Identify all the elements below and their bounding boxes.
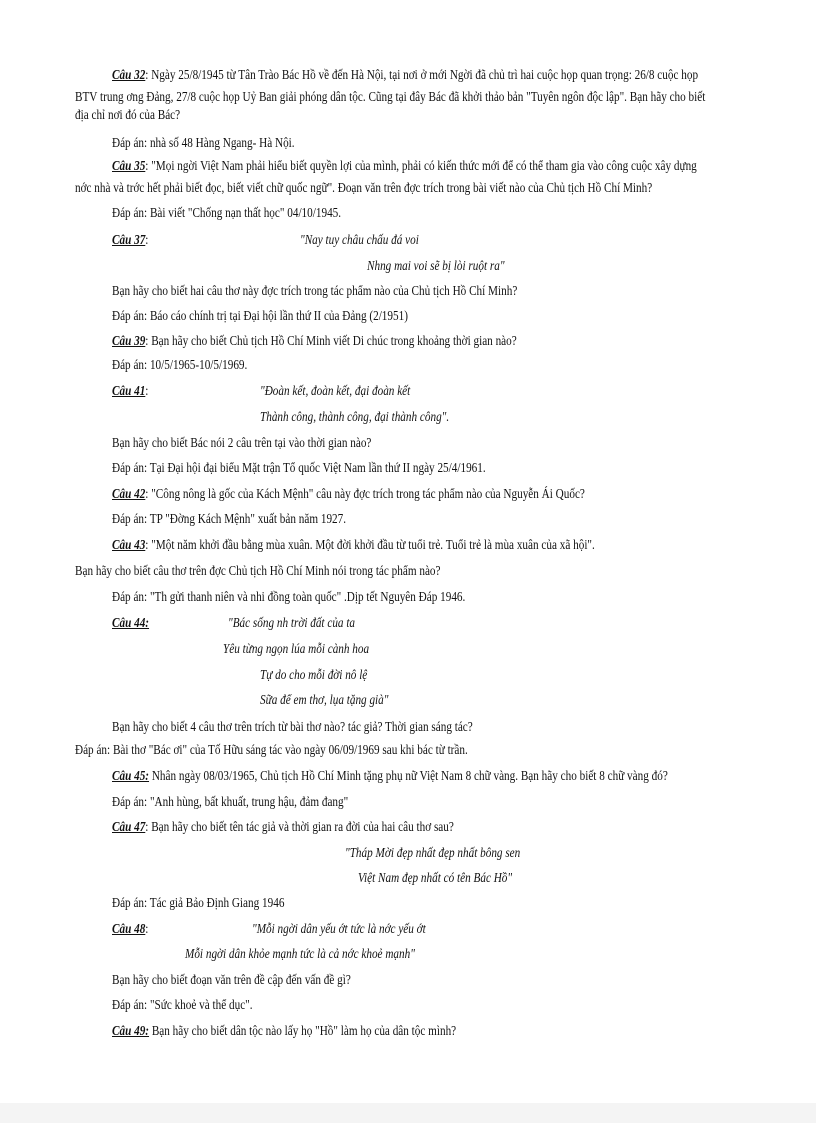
q41-question: Bạn hãy cho biết Bác nói 2 câu trên tại vào thời gian nào? (112, 436, 372, 451)
q37-label: Câu 37 (112, 233, 146, 248)
q35-text-2: nớc nhà và trớc hết phải biết đọc, biết viết chữ quốc ngữ". Đoạn văn trên đợc trích trong bài viết nào của Chủ tịch Hồ Chí Minh? (75, 181, 653, 196)
q49-text: Bạn hãy cho biết dân tộc nào lấy họ "Hồ" làm họ của dân tộc mình? (149, 1024, 457, 1039)
q43-answer: Đáp án: "Th gửi thanh niên và nhi đồng toàn quốc" .Dịp tết Nguyên Đáp 1946. (112, 590, 466, 605)
q41-colon: : (145, 384, 149, 399)
q42-line (112, 487, 585, 503)
q47-label: Câu 47 (112, 820, 146, 835)
q45-label: Câu 45: (112, 769, 150, 784)
q48-question: Bạn hãy cho biết đoạn văn trên đề cập đến vấn đề gì? (112, 973, 351, 988)
q32-text-1: : Ngày 25/8/1945 từ Tân Trào Bác Hồ về đến Hà Nội, tại nơi ở mới Ngời đã chủ trì hai cuộc họp quan trọng: 26/8 cuộc họp (145, 68, 699, 83)
q47-text: : Bạn hãy cho biết tên tác giả và thời gian ra đời của hai câu thơ sau? (145, 820, 454, 835)
q32-line1 (112, 68, 698, 84)
q49-line (112, 1024, 456, 1040)
q44-verse-1: "Bác sống nh trời đất của ta (228, 616, 356, 631)
q35-label: Câu 35 (112, 159, 146, 174)
q32-label: Câu 32 (112, 68, 146, 83)
q48-verse-1: "Mỗi ngời dân yếu ớt tức là nớc yếu ớt (252, 922, 426, 937)
q45-text: Nhân ngày 08/03/1965, Chủ tịch Hồ Chí Minh tặng phụ nữ Việt Nam 8 chữ vàng. Bạn hãy cho biết 8 chữ vàng đó? (149, 769, 668, 784)
q48-answer: Đáp án: "Sức khoẻ và thể dục". (112, 998, 253, 1013)
q42-label: Câu 42 (112, 487, 146, 502)
q32-text-2: BTV trung ơng Đảng, 27/8 cuộc họp Uỷ Ban giải phóng dân tộc. Cũng tại đây Bác đã khởi thảo bản "Tuyên ngôn độc lập". Bạn hãy cho biết (75, 90, 706, 105)
q42-answer: Đáp án: TP "Đờng Kách Mệnh" xuất bản năm 1927. (112, 512, 347, 527)
q44-label: Câu 44: (112, 616, 150, 631)
q44-verse-4: Sữa để em thơ, lụa tặng già" (260, 693, 389, 708)
q43-line1 (112, 538, 595, 554)
q42-text: : "Công nông là gốc của Kách Mệnh" câu này đợc trích trong tác phẩm nào của Nguyễn Ái Quốc? (145, 487, 585, 502)
q39-answer: Đáp án: 10/5/1965-10/5/1969. (112, 358, 248, 373)
q47-line (112, 820, 454, 836)
q41-verse-1: "Đoàn kết, đoàn kết, đại đoàn kết (260, 384, 411, 399)
q49-label: Câu 49: (112, 1024, 150, 1039)
q41-label: Câu 41 (112, 384, 146, 399)
q39-label: Câu 39 (112, 334, 146, 349)
q43-text-1: : "Một năm khởi đầu bằng mùa xuân. Một đời khởi đầu từ tuổi trẻ. Tuổi trẻ là mùa xuân của xã hội". (145, 538, 595, 553)
q39-line (112, 334, 517, 350)
page-bottom-band (0, 1103, 816, 1123)
q45-line (112, 769, 668, 785)
q37-verse-2: Nhng mai voi sẽ bị lòi ruột ra" (367, 259, 505, 274)
q45-answer: Đáp án: "Anh hùng, bất khuất, trung hậu, đảm đang" (112, 795, 349, 810)
q48-line1 (112, 922, 148, 938)
q44-answer: Đáp án: Bài thơ "Bác ơi" của Tố Hữu sáng tác vào ngày 06/09/1969 sau khi bác từ trần. (75, 743, 468, 758)
q43-label: Câu 43 (112, 538, 146, 553)
q44-verse-3: Tự do cho mỗi đời nô lệ (260, 668, 368, 683)
q37-verse-1: "Nay tuy châu chấu đá voi (300, 233, 419, 248)
q44-question: Bạn hãy cho biết 4 câu thơ trên trích từ bài thơ nào? tác giả? Thời gian sáng tác? (112, 720, 473, 735)
q32-text-3: địa chỉ nơi đó của Bác? (75, 108, 181, 123)
q43-text-2: Bạn hãy cho biết câu thơ trên đợc Chủ tịch Hồ Chí Minh nói trong tác phẩm nào? (75, 564, 441, 579)
q47-answer: Đáp án: Tác giả Bảo Định Giang 1946 (112, 896, 285, 911)
q48-verse-2: Mỗi ngời dân khỏe mạnh tức là cả nớc khoẻ mạnh" (185, 947, 415, 962)
q37-colon: : (145, 233, 149, 248)
q37-line1 (112, 233, 148, 249)
q37-question: Bạn hãy cho biết hai câu thơ này đợc trích trong tác phẩm nào của Chủ tịch Hồ Chí Minh? (112, 284, 518, 299)
q44-verse-2: Yêu từng ngọn lúa mỗi cành hoa (223, 642, 370, 657)
q44-line1 (112, 616, 149, 632)
q41-line1 (112, 384, 148, 400)
q35-text-1: : "Mọi ngời Việt Nam phải hiểu biết quyền lợi của mình, phải có kiến thức mới để có thể tham gia vào công cuộc xây dựng (145, 159, 697, 174)
q47-verse-1: "Tháp Mời đẹp nhất đẹp nhất bông sen (345, 846, 521, 861)
q37-answer: Đáp án: Báo cáo chính trị tại Đại hội lần thứ II của Đảng (2/1951) (112, 309, 408, 324)
q48-colon: : (145, 922, 149, 937)
q35-line1 (112, 159, 697, 175)
q32-answer: Đáp án: nhà số 48 Hàng Ngang- Hà Nội. (112, 136, 295, 151)
q39-text: : Bạn hãy cho biết Chủ tịch Hồ Chí Minh viết Di chúc trong khoảng thời gian nào? (145, 334, 517, 349)
q35-answer: Đáp án: Bài viết "Chống nạn thất học" 04/10/1945. (112, 206, 342, 221)
q47-verse-2: Việt Nam đẹp nhất có tên Bác Hồ" (358, 871, 513, 886)
q41-verse-2: Thành công, thành công, đại thành công". (260, 410, 450, 425)
q41-answer: Đáp án: Tại Đại hội đại biểu Mặt trận Tổ quốc Việt Nam lần thứ II ngày 25/4/1961. (112, 461, 486, 476)
q48-label: Câu 48 (112, 922, 146, 937)
